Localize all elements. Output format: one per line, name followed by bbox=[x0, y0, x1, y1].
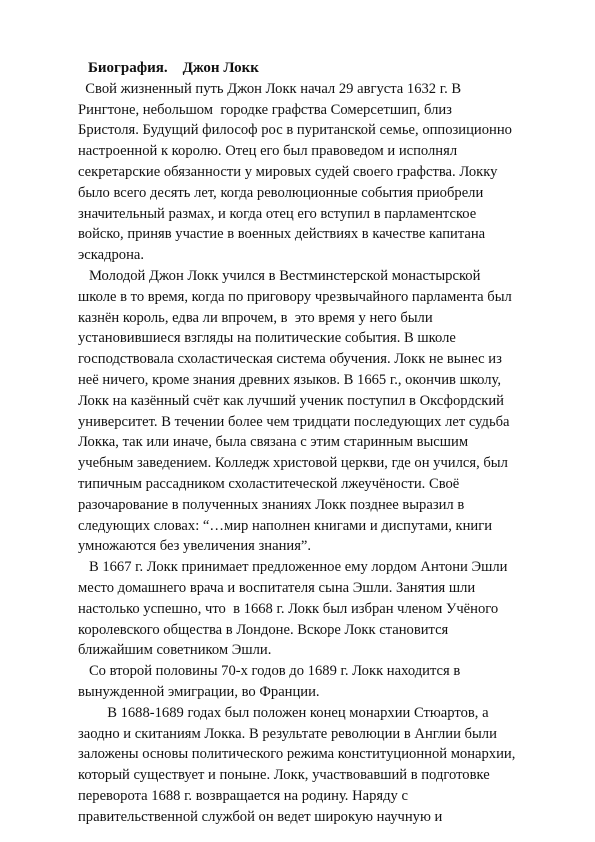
title-name: Джон Локк bbox=[182, 60, 259, 76]
text-line: Локка, так или иначе, была связана с этим старинным высшим bbox=[78, 434, 469, 451]
text-line: умножаются без увеличения знания”. bbox=[78, 538, 312, 555]
text-line: настроенной к королю. Отец его был правоведом и исполнял bbox=[78, 143, 458, 160]
text-line: заодно и скитаниям Локка. В результате революции в Англии были bbox=[78, 725, 497, 742]
title-biography: Биография. bbox=[88, 60, 168, 76]
text-line: учебным заведением. Колледж христовой церкви, где он учился, был bbox=[78, 455, 508, 472]
text-line: значительный размах, и когда отец его вступил в парламентское bbox=[78, 205, 477, 222]
text-line: правительственной службой он ведет широкую научную и bbox=[78, 808, 443, 825]
title-separator bbox=[171, 60, 179, 76]
text-line: который существует и поныне. Локк, участвовавший в подготовке bbox=[78, 767, 490, 784]
text-line: Бристоля. Будущий философ рос в пуританской семье, оппозиционно bbox=[78, 122, 512, 139]
text-line: типичным рассадником схоластитеческой лжеучёности. Своё bbox=[78, 475, 460, 492]
text-line: Со второй половины 70-х годов до 1689 г. Локк находится в bbox=[78, 663, 461, 680]
document-title bbox=[78, 58, 558, 79]
text-line: школе в то время, когда по приговору чрезвычайного парламента был bbox=[78, 288, 512, 305]
text-line: неё ничего, кроме знания древних языков. В 1665 г., окончив школу, bbox=[78, 371, 502, 388]
text-line: установившиеся взгляды на политические события. В школе bbox=[78, 330, 456, 347]
text-line: место домашнего врача и воспитателя сына Эшли. Занятия шли bbox=[78, 579, 476, 596]
text-line: эскадрона. bbox=[78, 247, 145, 264]
text-line: университет. В течении более чем тридцати последующих лет судьба bbox=[78, 413, 510, 430]
text-line: В 1688-1689 годах был положен конец монархии Стюартов, а bbox=[78, 704, 489, 721]
text-line: разочарование в полученных знаниях Локк позднее выразил в bbox=[78, 496, 465, 513]
text-line: казнён король, едва ли впрочем, в это время у него были bbox=[78, 309, 433, 326]
text-line: господствовала схоластическая система обучения. Локк не вынес из bbox=[78, 351, 502, 368]
document-body bbox=[78, 58, 558, 827]
text-line: войско, приняв участие в военных действиях в качестве капитана bbox=[78, 226, 486, 243]
text-line: настолько успешно, что в 1668 г. Локк был избран членом Учёного bbox=[78, 600, 499, 617]
text-line: секретарские обязанности у мировых судей своего графства. Локку bbox=[78, 163, 498, 180]
text-line: следующих словах: “…мир наполнен книгами и диспутами, книги bbox=[78, 517, 493, 534]
text-line: переворота 1688 г. возвращается на родину. Наряду с bbox=[78, 787, 408, 804]
text-line: заложены основы политического режима конституционной монархии, bbox=[78, 746, 516, 763]
text-line: Свой жизненный путь Джон Локк начал 29 августа 1632 г. В bbox=[78, 80, 462, 97]
text-line: королевского общества в Лондоне. Вскоре Локк становится bbox=[78, 621, 449, 638]
document-text bbox=[78, 79, 558, 828]
text-line: вынужденной эмиграции, во Франции. bbox=[78, 683, 320, 700]
text-line: Рингтоне, небольшом городке графства Сомерсетшип, близ bbox=[78, 101, 452, 118]
text-line: ближайшим советником Эшли. bbox=[78, 642, 272, 659]
text-line: было всего десять лет, когда революционные события приобрели bbox=[78, 184, 484, 201]
text-line: В 1667 г. Локк принимает предложенное ему лордом Антони Эшли bbox=[78, 559, 508, 576]
text-line: Локк на казённый счёт как лучший ученик поступил в Оксфордский bbox=[78, 392, 504, 409]
text-line: Молодой Джон Локк учился в Вестминстерской монастырской bbox=[78, 267, 481, 284]
